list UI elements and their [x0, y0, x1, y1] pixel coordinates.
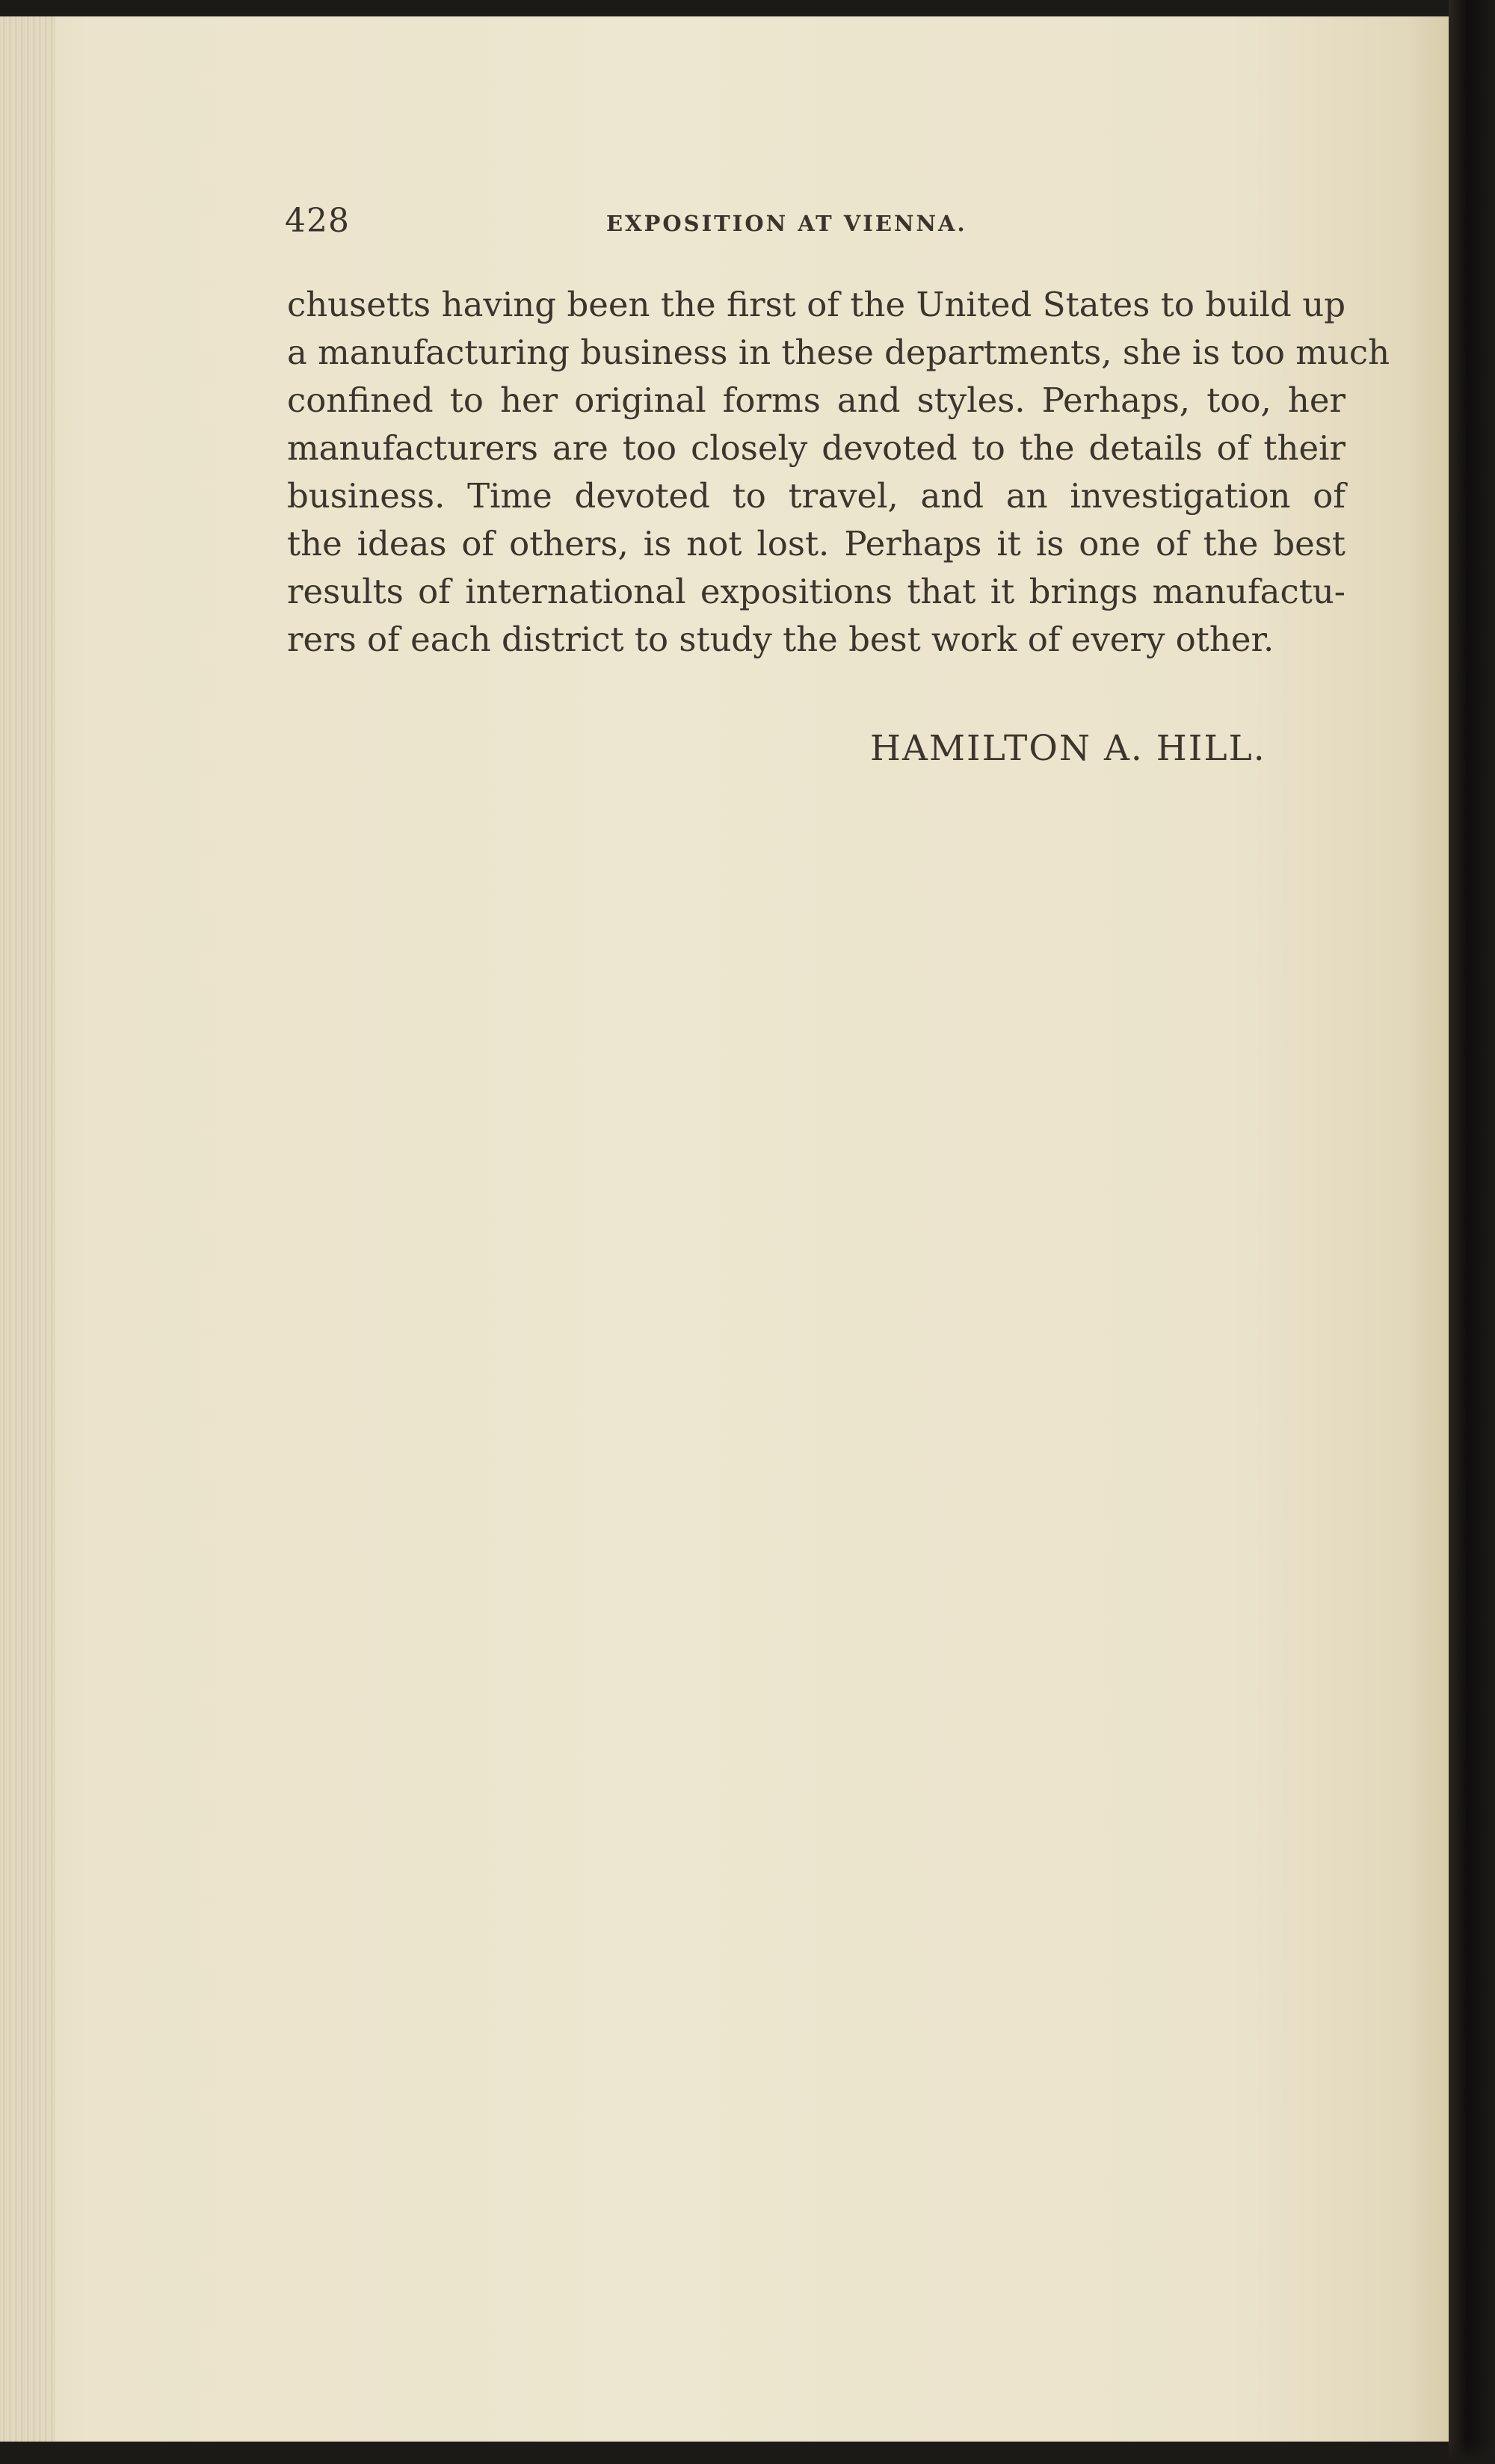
book-spine-shadow — [1449, 0, 1495, 2464]
text-line: a manufacturing business in these departments, she is too much — [287, 333, 1390, 372]
text-line: chusetts having been the first of the United States to build up — [287, 285, 1346, 324]
page-header — [285, 202, 1346, 250]
page-edges — [0, 16, 55, 2442]
text-line: business. Time devoted to travel, and an investigation of — [287, 476, 1346, 516]
text-line: results of international expositions that it brings manufactu- — [287, 572, 1346, 611]
text-line: manufacturers are too closely devoted to the details of their — [287, 428, 1346, 468]
running-title: EXPOSITION AT VIENNA. — [606, 211, 967, 236]
text-line: the ideas of others, is not lost. Perhaps it is one of the best — [287, 524, 1346, 563]
body-paragraph — [287, 281, 1390, 664]
page-number: 428 — [285, 202, 350, 240]
text-line: confined to her original forms and styles. Perhaps, too, her — [287, 380, 1346, 420]
bottom-shadow — [0, 2442, 1495, 2464]
author-signature: HAMILTON A. HILL. — [870, 728, 1266, 769]
text-line: rers of each district to study the best work of every other. — [287, 620, 1274, 659]
